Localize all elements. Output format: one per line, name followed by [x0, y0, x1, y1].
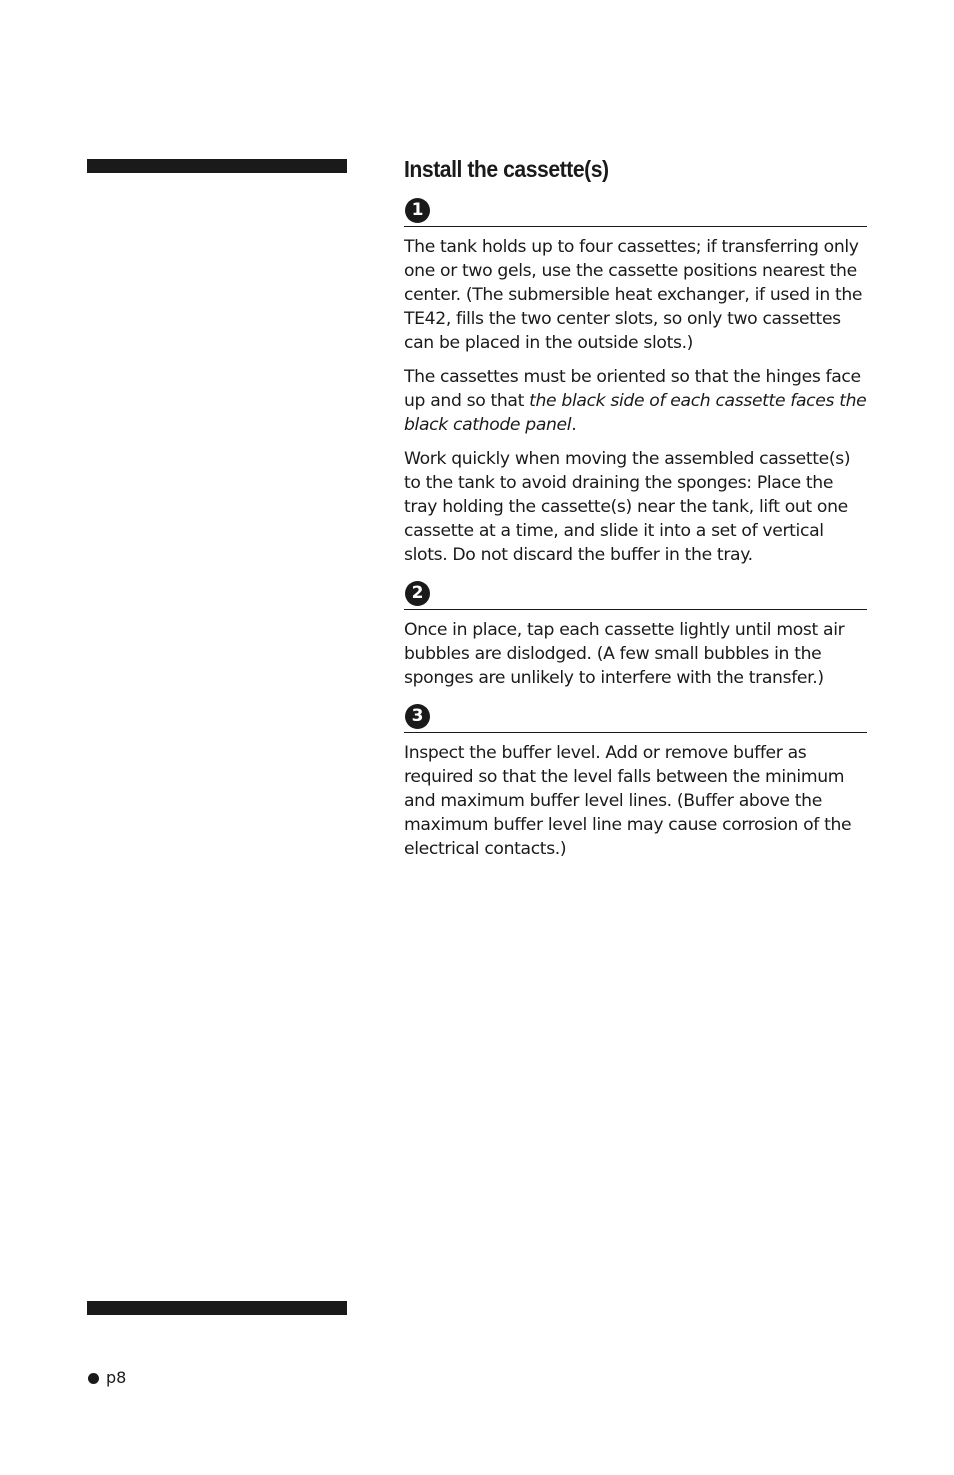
page-number: p8 — [106, 1368, 127, 1387]
emphasis-text: the black side of each cassette faces the black cathode panel — [404, 391, 867, 435]
page-footer — [88, 1366, 126, 1390]
step-1 — [404, 196, 867, 567]
step-1-paragraph-1: The tank holds up to four cassettes; if transferring only one or two gels, use the cassette positions nearest the center. (The submersible heat exchanger, if used in the TE42, fills the two center slots, so only two cassettes can be placed in the outside slots.) — [404, 237, 863, 353]
step-2-header — [404, 579, 867, 610]
bullet-icon — [88, 1373, 99, 1384]
step-2-paragraph-1: Once in place, tap each cassette lightly until most air bubbles are dislodged. (A few small bubbles in the sponges are unlikely to interfere with the transfer.) — [404, 620, 845, 688]
step-number-badge: 3 — [405, 704, 430, 729]
main-content — [404, 154, 867, 873]
step-1-header — [404, 196, 867, 227]
top-sidebar-bar — [87, 159, 347, 173]
bottom-sidebar-bar — [87, 1301, 347, 1315]
step-number-badge: 2 — [405, 581, 430, 606]
step-3-header — [404, 702, 867, 733]
step-1-paragraph-3: Work quickly when moving the assembled cassette(s) to the tank to avoid draining the sponges: Place the tray holding the cassette(s) near the tank, lift out one cassette at a time, and slide it into a set of vertical slots. Do not discard the buffer in the tray. — [404, 449, 851, 565]
step-2 — [404, 579, 867, 690]
step-1-paragraph-2: The cassettes must be oriented so that the hinges face up and so that the black side of each cassette faces the black cathode panel. — [404, 367, 867, 435]
step-3 — [404, 702, 867, 861]
step-3-paragraph-1: Inspect the buffer level. Add or remove buffer as required so that the level falls between the minimum and maximum buffer level lines. (Buffer above the maximum buffer level line may cause corrosion of the electrical contacts.) — [404, 743, 852, 859]
section-title: Install the cassette(s) — [404, 156, 609, 182]
step-number-badge: 1 — [405, 198, 430, 223]
